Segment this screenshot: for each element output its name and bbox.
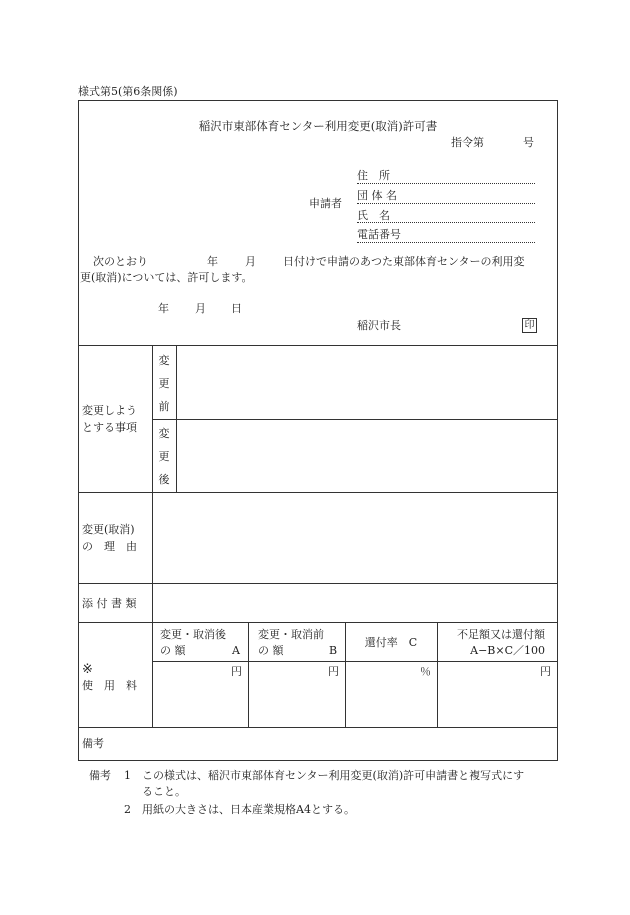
divider xyxy=(78,622,558,623)
attachments-label: 添 付 書 類 xyxy=(82,597,137,610)
fee-rate-field[interactable] xyxy=(347,663,435,725)
note-1-text-continued: ること。 xyxy=(142,785,186,798)
remarks-field[interactable] xyxy=(120,729,556,759)
name-line xyxy=(357,222,535,223)
fee-col-d-line2: A−B×C／100 xyxy=(470,644,545,657)
divider xyxy=(152,419,558,420)
fee-label: 使 用 料 xyxy=(82,679,137,692)
date-month: 月 xyxy=(195,302,206,315)
fee-col-b-letter: B xyxy=(329,644,338,657)
address-line xyxy=(357,183,535,184)
fee-col-d-line1: 不足額又は還付額 xyxy=(457,628,545,641)
org-name-line xyxy=(357,203,535,204)
notes-heading: 備考 xyxy=(89,769,111,782)
permit-number-suffix: 号 xyxy=(523,136,534,149)
fee-col-a-line1: 変更・取消後 xyxy=(160,628,226,641)
remarks-label: 備考 xyxy=(82,737,104,750)
before-label-char: 変 xyxy=(158,354,170,367)
divider xyxy=(78,492,558,493)
date-day: 日 xyxy=(231,302,242,315)
note-2-number: 2 xyxy=(124,803,131,816)
fee-unit-yen: 円 xyxy=(540,665,551,678)
fee-col-a-letter: A xyxy=(232,644,240,657)
note-1-number: 1 xyxy=(124,769,131,782)
before-label-char: 前 xyxy=(158,400,170,413)
fee-result-field[interactable] xyxy=(439,663,556,725)
body-text-rest: 日付けで申請のあつた東部体育センターの利用変 xyxy=(283,255,525,268)
fee-mark: ※ xyxy=(82,662,93,677)
after-label-char: 更 xyxy=(158,450,170,463)
change-label-line2: とする事項 xyxy=(82,421,137,434)
attachments-field[interactable] xyxy=(154,585,556,620)
fee-col-b-line2: の 額 xyxy=(258,644,284,657)
divider xyxy=(176,345,177,492)
fee-amount-a-field[interactable] xyxy=(154,663,246,725)
seal-mark: 印 xyxy=(522,318,537,333)
org-name-label: 団 体 名 xyxy=(357,189,397,202)
body-text-start: 次のとおり xyxy=(93,255,148,268)
phone-line xyxy=(357,242,535,243)
divider xyxy=(78,727,558,728)
reason-field[interactable] xyxy=(154,494,556,581)
body-text-line2: 更(取消)については、許可します。 xyxy=(80,271,253,284)
fee-col-c-header: 還付率 C xyxy=(364,636,418,649)
fee-unit-yen: 円 xyxy=(231,665,242,678)
note-1-text: この様式は、稲沢市東部体育センター利用変更(取消)許可申請書と複写式にす xyxy=(142,769,525,782)
reason-label-line2: の 理 由 xyxy=(82,540,137,553)
fee-unit-yen: 円 xyxy=(328,665,339,678)
after-label-char: 変 xyxy=(158,427,170,440)
form-number: 様式第5(第6条関係) xyxy=(78,85,178,98)
change-before-field[interactable] xyxy=(178,347,556,417)
reason-label-line1: 変更(取消) xyxy=(82,523,135,536)
note-2-text: 用紙の大きさは、日本産業規格A4とする。 xyxy=(142,803,355,816)
date-year: 年 xyxy=(158,302,169,315)
permit-number-prefix: 指令第 xyxy=(451,136,484,149)
mayor-label: 稲沢市長 xyxy=(357,319,401,332)
change-label-line1: 変更しよう xyxy=(82,404,137,417)
fee-amount-b-field[interactable] xyxy=(250,663,343,725)
divider xyxy=(248,622,249,727)
divider xyxy=(78,345,558,346)
change-after-field[interactable] xyxy=(178,421,556,490)
divider xyxy=(152,661,558,662)
before-label-char: 更 xyxy=(158,377,170,390)
fee-col-b-line1: 変更・取消前 xyxy=(258,628,324,641)
divider xyxy=(78,583,558,584)
applicant-label: 申請者 xyxy=(309,197,342,210)
fee-col-a-line2: の 額 xyxy=(160,644,186,657)
form-title: 稲沢市東部体育センター利用変更(取消)許可書 xyxy=(198,119,438,133)
phone-label: 電話番号 xyxy=(357,228,401,241)
fee-unit-percent: ％ xyxy=(420,665,431,678)
body-month: 月 xyxy=(245,255,256,268)
body-year: 年 xyxy=(207,255,218,268)
after-label-char: 後 xyxy=(158,473,170,486)
address-label: 住 所 xyxy=(357,169,390,182)
name-label: 氏 名 xyxy=(357,209,390,222)
